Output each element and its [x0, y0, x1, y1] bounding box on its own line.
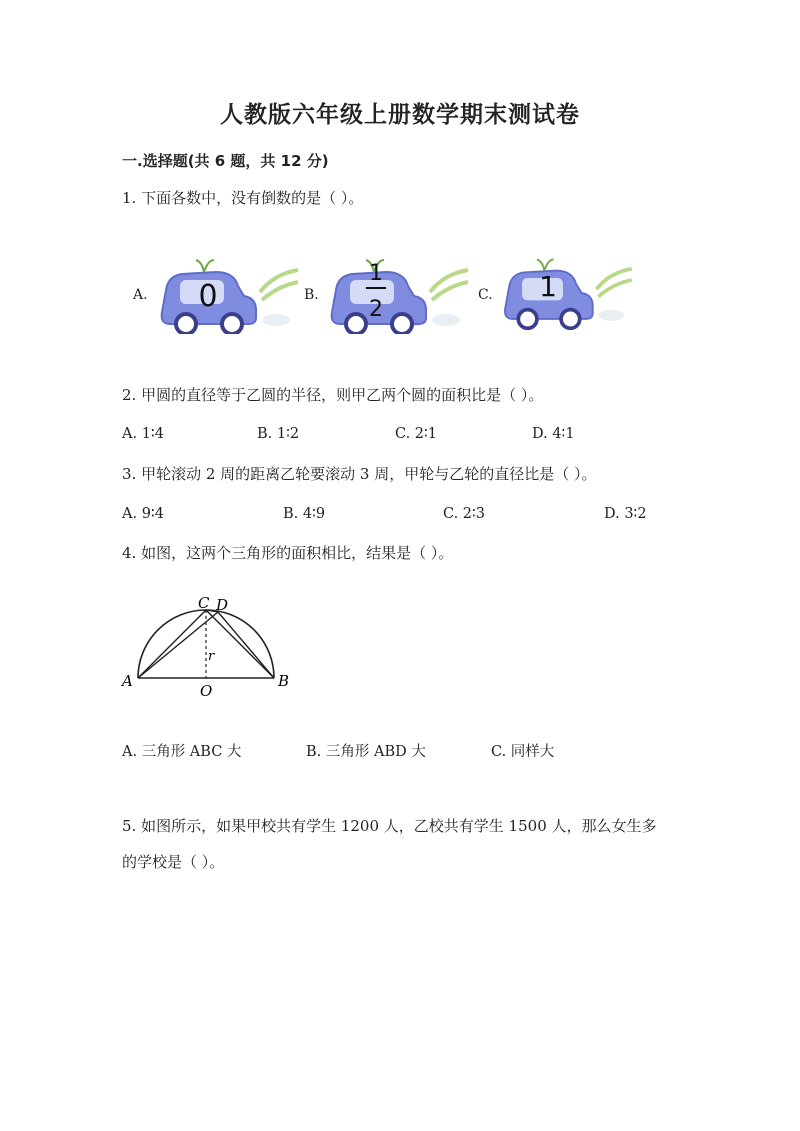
q3-option-b: B. 4∶9	[283, 506, 326, 522]
q1-option-c-car-image	[496, 252, 636, 330]
car-fraction-numerator: 1	[369, 261, 383, 286]
question-3-stem: 3. 甲轮滚动 2 周的距离乙轮要滚动 3 周，甲轮与乙轮的直径比是（ ）。	[122, 465, 597, 483]
q4-option-a: A. 三角形 ABC 大	[122, 744, 242, 760]
car-number: 0	[198, 279, 218, 314]
car-fraction-denominator: 2	[369, 297, 383, 322]
q2-option-c: C. 2∶1	[395, 426, 438, 442]
q3-option-a: A. 9∶4	[122, 506, 164, 522]
q3-option-d: D. 3∶2	[604, 506, 647, 522]
question-5-stem-line2: 的学校是（ ）。	[122, 853, 225, 871]
label-b: B	[278, 672, 290, 690]
q1-option-a-label: A.	[133, 287, 148, 303]
label-c: C	[198, 594, 210, 612]
car-icon	[505, 259, 632, 328]
q1-option-a-car-image	[152, 252, 302, 334]
section-heading: 一.选择题(共 6 题，共 12 分)	[122, 152, 329, 170]
car-number: 1	[539, 270, 557, 303]
q2-option-d: D. 4∶1	[532, 426, 575, 442]
segment-ac	[138, 610, 206, 678]
q1-option-b-car-image	[322, 252, 472, 334]
q3-option-c: C. 2∶3	[443, 506, 486, 522]
q1-option-b-label: B.	[304, 287, 319, 303]
semicircle-arc	[138, 610, 274, 678]
car-icon	[162, 260, 298, 334]
q4-option-c: C. 同样大	[491, 744, 555, 760]
label-d: D	[216, 596, 229, 614]
q2-option-a: A. 1∶4	[122, 426, 164, 442]
car-icon	[332, 260, 468, 334]
question-2-stem: 2. 甲圆的直径等于乙圆的半径，则甲乙两个圆的面积比是（ ）。	[122, 386, 544, 404]
q4-semicircle-figure	[118, 592, 298, 702]
label-a: A	[122, 672, 133, 690]
q2-option-b: B. 1∶2	[257, 426, 300, 442]
question-5-stem-line1: 5. 如图所示，如果甲校共有学生 1200 人，乙校共有学生 1500 人，那么女生多	[122, 817, 657, 835]
question-1-stem: 1. 下面各数中，没有倒数的是（ ）。	[122, 189, 364, 207]
page-title: 人教版六年级上册数学期末测试卷	[220, 102, 580, 128]
label-r: r	[208, 649, 215, 664]
q4-option-b: B. 三角形 ABD 大	[306, 744, 426, 760]
segment-cb	[206, 610, 274, 678]
q1-option-c-label: C.	[478, 287, 493, 303]
label-o: O	[200, 682, 213, 700]
segment-ad	[138, 612, 218, 678]
question-4-stem: 4. 如图，这两个三角形的面积相比，结果是（ ）。	[122, 544, 454, 562]
